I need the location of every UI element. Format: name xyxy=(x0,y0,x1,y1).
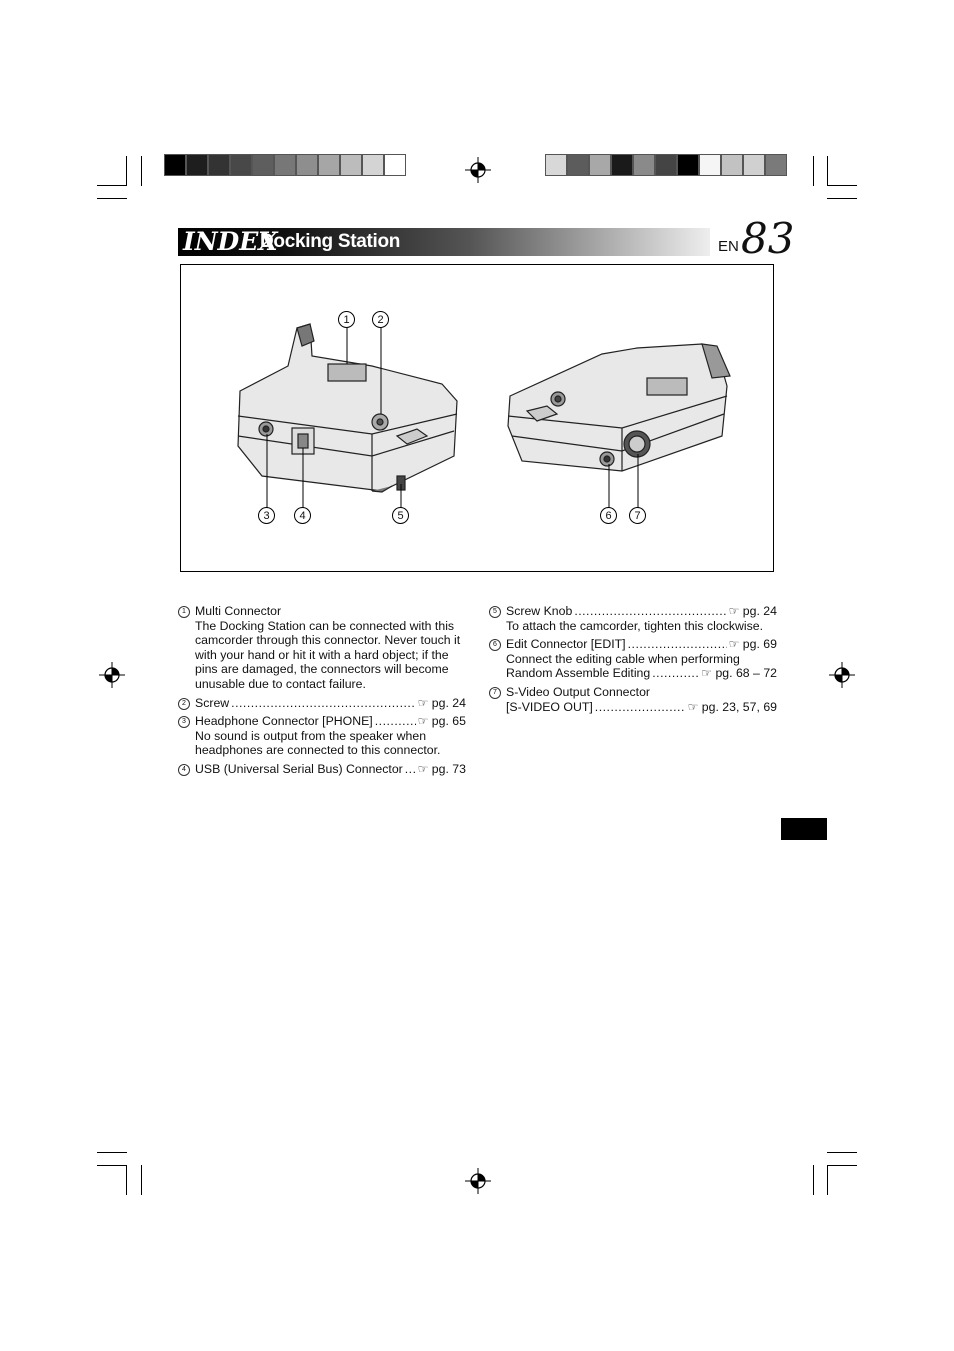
color-swatch xyxy=(164,154,186,176)
list-item: 2 Screw ..... ☞ pg. 24 xyxy=(178,696,466,711)
color-swatch xyxy=(743,154,765,176)
list-item: 6 Edit Connector [EDIT] ..... ☞ pg. 69 Connect the editing cable when performing Random Assemble Editing ..... ☞ pg. 68 – 72 xyxy=(489,637,777,681)
callout-6: 6 xyxy=(600,507,617,524)
color-swatch xyxy=(699,154,721,176)
color-swatch xyxy=(208,154,230,176)
hand-pointer-icon: ☞ xyxy=(417,761,429,776)
section-title: Docking Station xyxy=(260,231,401,252)
page-ref: pg. 73 xyxy=(431,761,466,776)
list-item: 3 Headphone Connector [PHONE] ..... ☞ pg. 65 No sound is output from the speaker when headphones are connected to this connector. xyxy=(178,714,466,758)
list-item: 7 S-Video Output Connector [S-VIDEO OUT] ..... ☞ pg. 23, 57, 69 xyxy=(489,685,777,714)
hand-pointer-icon: ☞ xyxy=(417,714,429,729)
item-subline: Random Assemble Editing xyxy=(506,666,651,681)
item-title: Edit Connector [EDIT] xyxy=(506,637,626,652)
callout-7: 7 xyxy=(629,507,646,524)
item-subline: [S-VIDEO OUT] xyxy=(506,699,593,714)
color-swatch xyxy=(274,154,296,176)
item-description: The Docking Station can be connected with this camcorder through this connector. Never touch it with your hand or hit it with a hard object; if the pins are damaged, the connectors will become unusable due to contact failure. xyxy=(195,618,461,691)
color-swatch xyxy=(252,154,274,176)
item-title: Headphone Connector [PHONE] xyxy=(195,714,373,729)
item-title: Screw xyxy=(195,695,230,710)
color-swatch xyxy=(230,154,252,176)
callout-1: 1 xyxy=(338,311,355,328)
hand-pointer-icon: ☞ xyxy=(701,666,713,681)
docking-station-illustration xyxy=(182,266,772,570)
page-ref: pg. 23, 57, 69 xyxy=(701,699,777,714)
color-swatch xyxy=(611,154,633,176)
callout-5: 5 xyxy=(392,507,409,524)
color-swatch xyxy=(567,154,589,176)
registration-target-icon xyxy=(829,662,855,688)
color-swatch xyxy=(677,154,699,176)
color-swatch xyxy=(655,154,677,176)
callout-3: 3 xyxy=(258,507,275,524)
color-swatch xyxy=(318,154,340,176)
parts-list-right xyxy=(489,604,777,718)
parts-list-left xyxy=(178,604,466,781)
list-item: 5 Screw Knob ..... ☞ pg. 24 To attach the camcorder, tighten this clockwise. xyxy=(489,604,777,633)
color-swatch xyxy=(765,154,787,176)
hand-pointer-icon: ☞ xyxy=(687,699,699,714)
color-swatch xyxy=(633,154,655,176)
language-label: EN xyxy=(718,238,739,255)
registration-target-icon xyxy=(465,1168,491,1194)
index-word: INDEX xyxy=(183,227,278,256)
color-swatch xyxy=(296,154,318,176)
color-swatch xyxy=(545,154,567,176)
item-title: S-Video Output Connector xyxy=(506,684,651,699)
registration-target-icon xyxy=(99,662,125,688)
page-ref: pg. 68 – 72 xyxy=(715,666,777,681)
section-tab-marker xyxy=(781,818,827,840)
color-swatch xyxy=(589,154,611,176)
page-number: 83 xyxy=(741,214,795,263)
item-title: Screw Knob xyxy=(506,604,573,618)
color-swatch xyxy=(340,154,362,176)
item-description: No sound is output from the speaker when headphones are connected to this connector. xyxy=(195,728,441,758)
page-ref: pg. 24 xyxy=(742,604,777,618)
color-swatch xyxy=(721,154,743,176)
callout-4: 4 xyxy=(294,507,311,524)
color-swatch xyxy=(186,154,208,176)
page-ref: pg. 24 xyxy=(431,695,466,710)
item-title: USB (Universal Serial Bus) Connector xyxy=(195,761,403,776)
hand-pointer-icon: ☞ xyxy=(728,604,740,618)
color-swatch xyxy=(362,154,384,176)
list-item: 4 USB (Universal Serial Bus) Connector ..... ☞ pg. 73 xyxy=(178,762,466,777)
callout-2: 2 xyxy=(372,311,389,328)
hand-pointer-icon: ☞ xyxy=(417,695,429,710)
page-ref: pg. 65 xyxy=(431,714,466,729)
item-description: Connect the editing cable when performing xyxy=(506,651,740,666)
item-title: Multi Connector xyxy=(195,604,282,618)
item-description: To attach the camcorder, tighten this clockwise. xyxy=(506,618,763,633)
registration-target-icon xyxy=(465,157,491,183)
hand-pointer-icon: ☞ xyxy=(728,637,740,652)
list-item: 1 Multi Connector The Docking Station can be connected with this camcorder through this connector. Never touch it with your hand or hit it with a hard object; if the pins are damaged, the connectors will become unusable due to contact failure. xyxy=(178,604,466,692)
color-swatch xyxy=(384,154,406,176)
page-ref: pg. 69 xyxy=(742,637,777,652)
